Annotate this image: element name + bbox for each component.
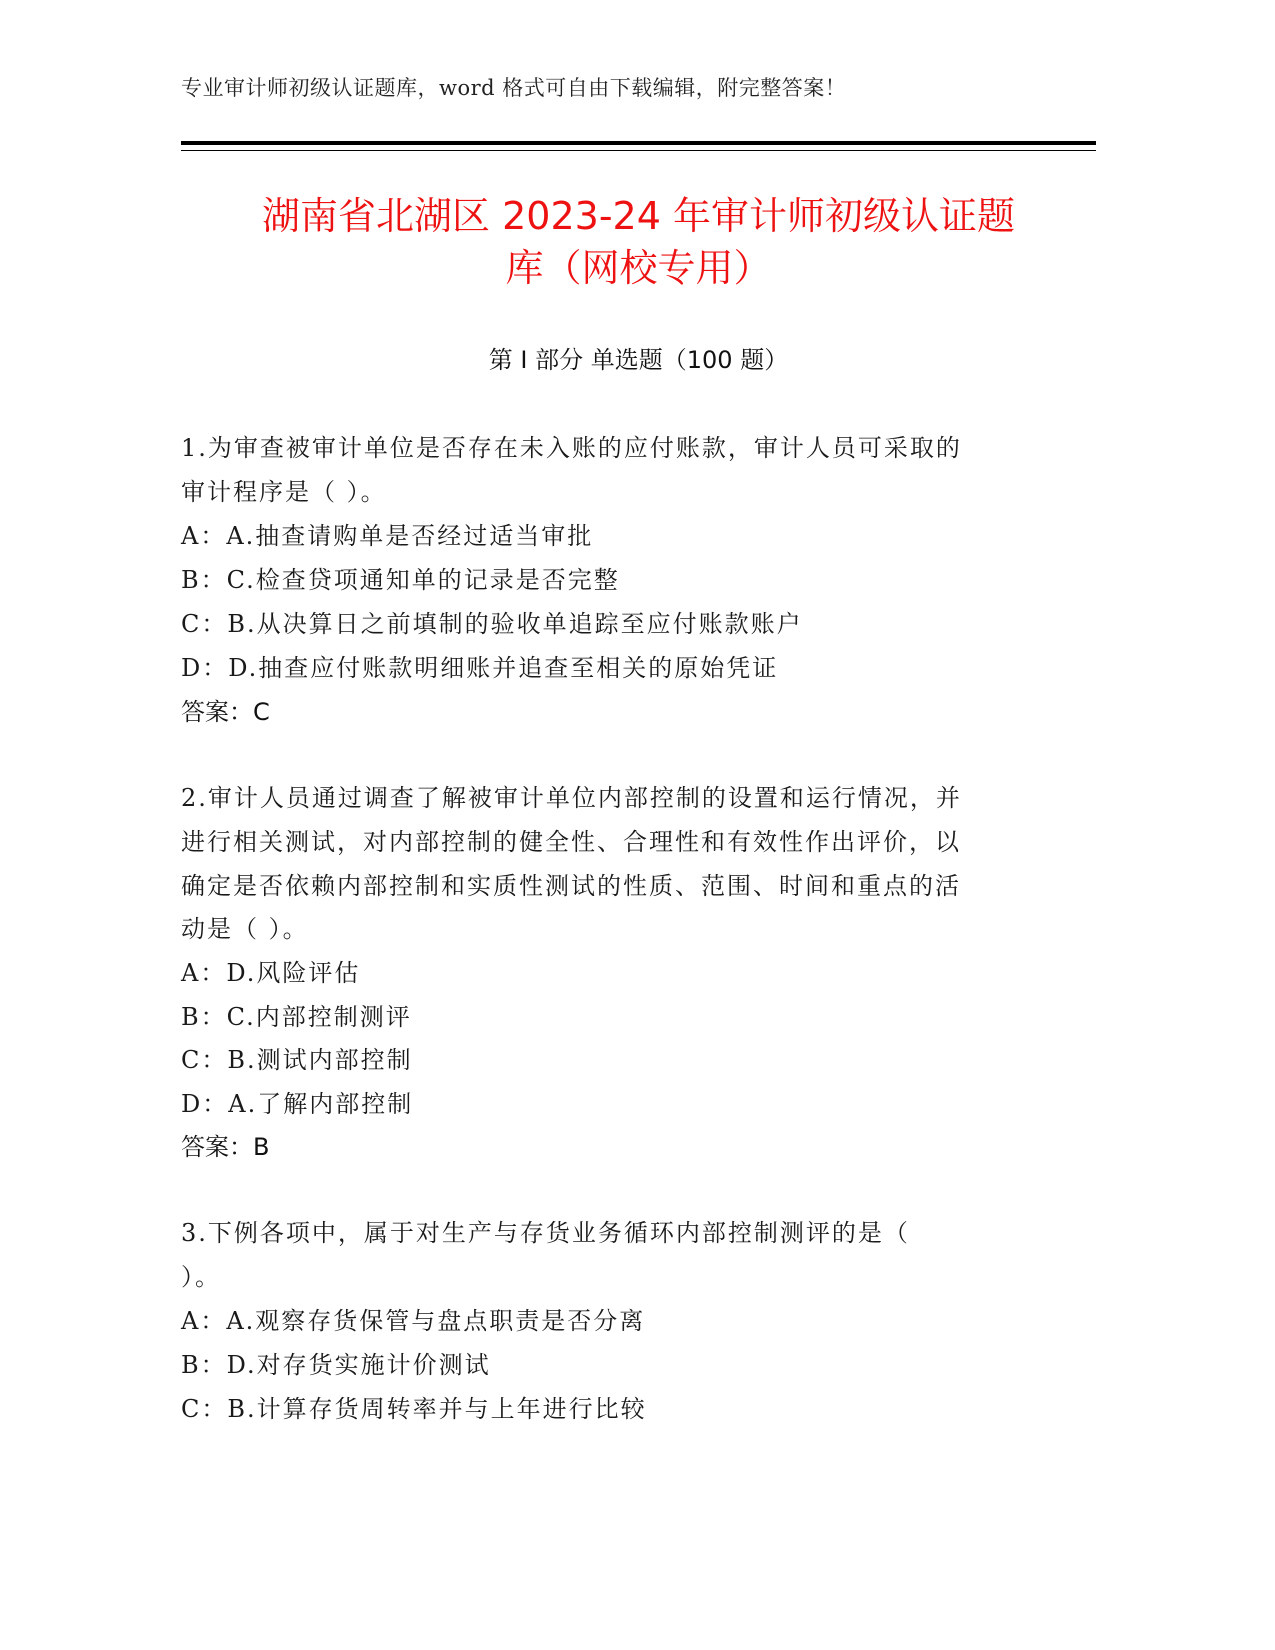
question-2-stem-line-1: 2.审计人员通过调查了解被审计单位内部控制的设置和运行情况，并: [181, 784, 962, 812]
question-2-option-d: D：A.了解内部控制: [181, 1090, 414, 1118]
title-line-2: 库（网校专用）: [505, 246, 772, 290]
question-2-option-b: B：C.内部控制测评: [181, 1003, 412, 1031]
question-1-answer: 答案：C: [181, 698, 270, 726]
document-title: [181, 190, 1096, 294]
question-2-stem-line-4: 动是（ ）。: [181, 915, 309, 943]
section-heading: 第 I 部分 单选题（100 题）: [488, 346, 789, 374]
question-3-option-a: A：A.观察存货保管与盘点职责是否分离: [181, 1307, 646, 1335]
question-3-stem-line-1: 3.下例各项中，属于对生产与存货业务循环内部控制测评的是（: [181, 1219, 910, 1247]
question-1-stem-line-1: 1.为审查被审计单位是否存在未入账的应付账款，审计人员可采取的: [181, 434, 962, 462]
question-2-stem-line-2: 进行相关测试，对内部控制的健全性、合理性和有效性作出评价，以: [181, 828, 961, 856]
question-2-stem-line-3: 确定是否依赖内部控制和实质性测试的性质、范围、时间和重点的活: [181, 872, 961, 900]
header-note: 专业审计师初级认证题库，word 格式可自由下载编辑，附完整答案！: [181, 76, 847, 100]
question-2-option-c: C：B.测试内部控制: [181, 1046, 413, 1074]
question-3-stem-line-2: ）。: [181, 1263, 221, 1291]
question-1-option-c: C：B.从决算日之前填制的验收单追踪至应付账款账户: [181, 610, 803, 638]
header-rule-thick: [181, 141, 1096, 145]
question-3-option-b: B：D.对存货实施计价测试: [181, 1351, 491, 1379]
header-rule-thin: [181, 150, 1096, 151]
question-2-option-a: A：D.风险评估: [181, 959, 361, 987]
question-2-answer: 答案：B: [181, 1133, 270, 1161]
question-3-option-c: C：B.计算存货周转率并与上年进行比较: [181, 1395, 647, 1423]
question-1-option-b: B：C.检查贷项通知单的记录是否完整: [181, 566, 620, 594]
question-1-option-a: A：A.抽查请购单是否经过适当审批: [181, 522, 594, 550]
question-1-option-d: D：D.抽查应付账款明细账并追查至相关的原始凭证: [181, 654, 779, 682]
title-line-1: 湖南省北湖区 2023-24 年审计师初级认证题: [262, 194, 1015, 238]
question-1-stem-line-2: 审计程序是（ ）。: [181, 478, 387, 506]
